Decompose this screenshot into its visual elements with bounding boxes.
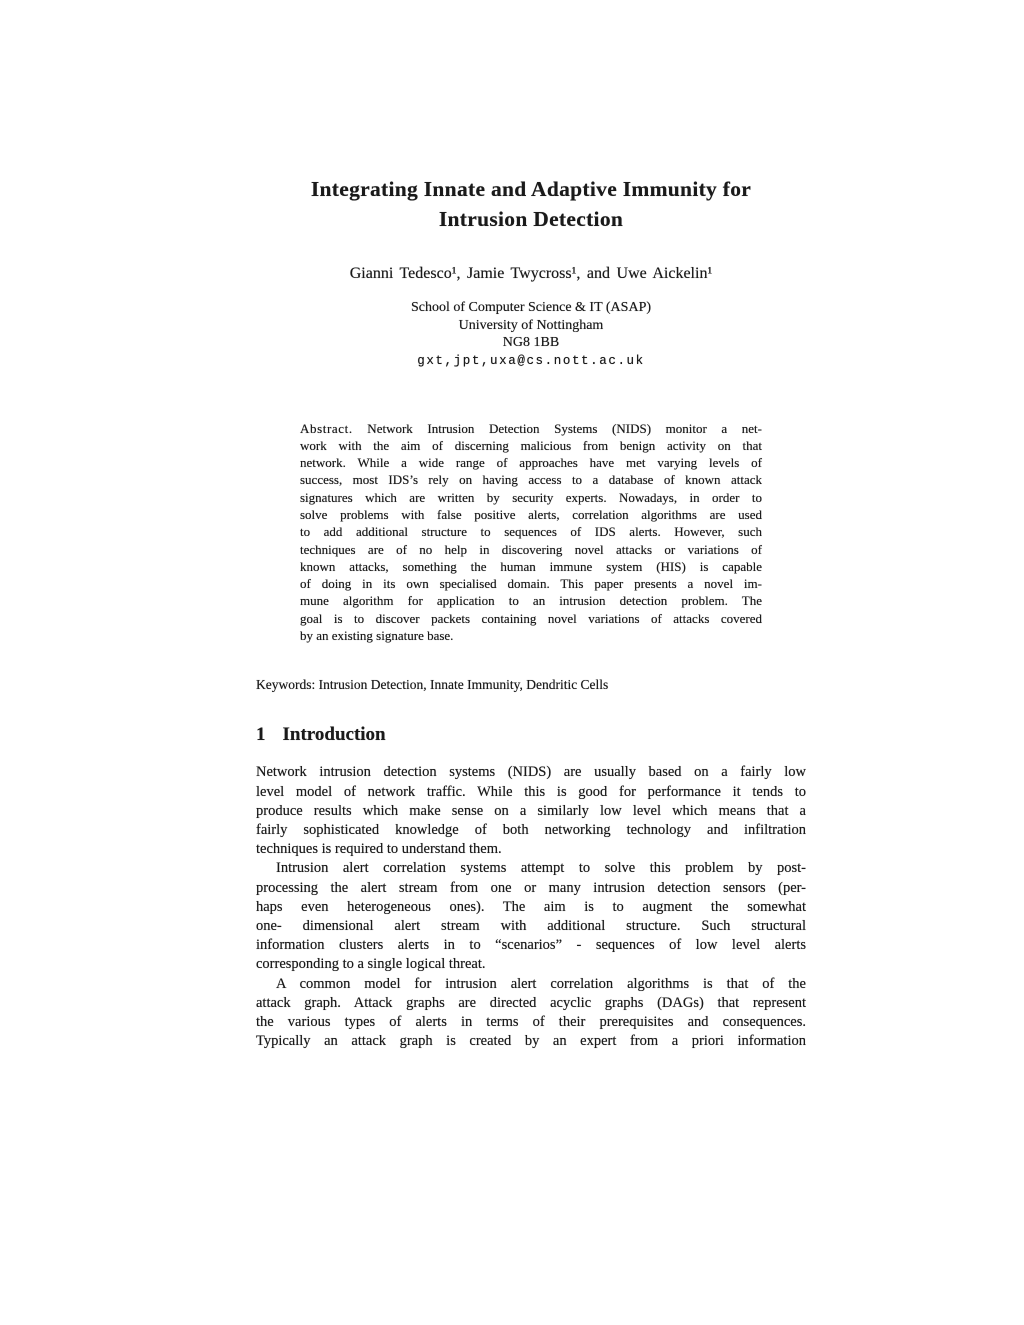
body-line: attack graph. Attack graphs are directed acyclic graphs (DAGs) that represent [256,994,806,1011]
body-line: level model of network traffic. While this is good for performance it tends to [256,783,806,800]
keywords-text: Intrusion Detection, Innate Immunity, Dendritic Cells [318,677,609,693]
paragraph [256,763,806,859]
body-line: produce results which make sense on a similarly low level which means that a [256,802,806,819]
authors-line: Gianni Tedesco¹, Jamie Twycross¹, and Uwe Aickelin¹ [349,265,713,282]
abstract-line: signatures which are written by security experts. Nowadays, in order to [300,489,762,505]
abstract-line: network. While a wide range of approaches have met varying levels of [300,455,762,471]
body-line: Typically an attack graph is created by an expert from a priori information [256,1033,806,1050]
title-line-2: Intrusion Detection [438,207,624,231]
body-line: corresponding to a single logical threat. [256,956,486,973]
title-line-1: Integrating Innate and Adaptive Immunity for [310,177,752,201]
affiliation-line: University of Nottingham [458,317,604,333]
abstract-line: mune algorithm for application to an intrusion detection problem. The [300,593,762,609]
abstract-line: Abstract. Network Intrusion Detection Systems (NIDS) monitor a net- [300,420,762,436]
body-line: techniques is required to understand them. [256,841,502,858]
body-line: the various types of alerts in terms of their prerequisites and consequences. [256,1014,806,1030]
email-line: gxt,jpt,uxa@cs.nott.ac.uk [417,353,645,368]
paragraph [256,859,806,974]
abstract-line: known attacks, something the human immune system (HIS) is capable [300,558,762,574]
affiliation-line: School of Computer Science & IT (ASAP) [410,300,652,315]
section-title: Introduction [282,724,386,746]
keywords-line [256,676,806,693]
abstract-label: Abstract. [300,420,353,436]
abstract-line: solve problems with false positive alerts, correlation algorithms are used [300,506,762,522]
abstract-line: by an existing signature base. [300,628,454,644]
abstract-line: success, most IDS’s rely on having access to a database of known attack [300,472,762,488]
abstract-block [300,420,762,645]
body-line: haps even heterogeneous ones). The aim is to augment the somewhat [256,898,806,915]
section-number: 1 [256,724,266,746]
paper-title [256,174,806,234]
abstract-line: to add additional structure to sequences of IDS alerts. However, such [300,524,762,540]
introduction-text [256,763,806,1051]
body-line: one- dimensional alert stream with additional structure. Such structural [256,917,806,934]
content-column [256,0,806,1051]
abstract-line: of doing in its own specialised domain. This paper presents a novel im- [300,576,762,592]
keywords-label: Keywords: [256,677,316,693]
body-line: information clusters alerts in to “scenarios” - sequences of low level alerts [256,937,806,954]
section-heading [256,723,806,747]
body-line: Network intrusion detection systems (NIDS) are usually based on a fairly low [256,764,806,781]
paragraph [256,975,806,1052]
affiliation-line: NG8 1BB [502,335,560,350]
body-line: fairly sophisticated knowledge of both networking technology and infiltration [256,821,806,838]
body-line: processing the alert stream from one or many intrusion detection sensors (per- [256,879,806,896]
abstract-line: work with the aim of discerning malicious from benign activity on that [300,437,762,453]
affiliation-block [256,299,806,370]
body-line: Intrusion alert correlation systems attempt to solve this problem by post- [276,860,806,877]
abstract-line: goal is to discover packets containing novel variations of attacks covered [300,610,762,626]
body-line: A common model for intrusion alert correlation algorithms is that of the [276,975,806,992]
abstract-line: techniques are of no help in discovering novel attacks or variations of [300,541,762,557]
